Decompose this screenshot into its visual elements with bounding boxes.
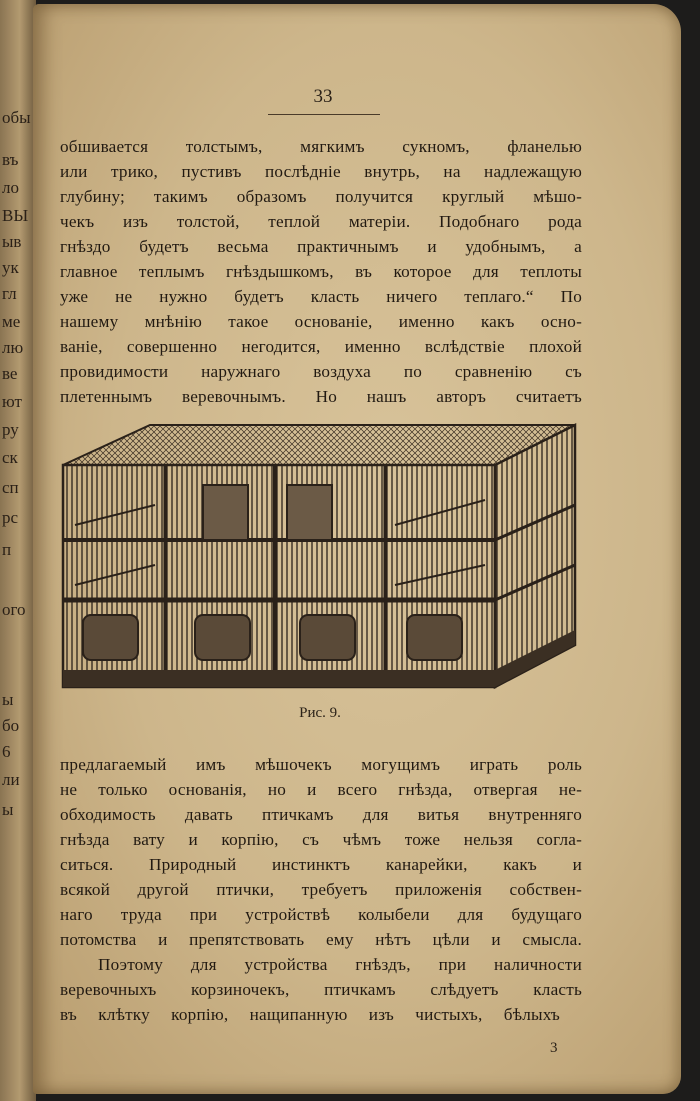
text-line: ваніе, совершенно негодится, именно вслѣдствіе плохой (60, 337, 582, 356)
left-page-fragment: ск (2, 448, 18, 467)
text-line: веревочныхъ корзиночекъ, птичкамъ слѣдуетъ класть (60, 980, 582, 999)
text-line: не только основанія, но и всего гнѣзда, отвергая не- (60, 780, 582, 799)
text-line: обшивается толстымъ, мягкимъ сукномъ, фланелью (60, 137, 582, 156)
text-line: гнѣзда вату и корпію, съ чѣмъ тоже нельзя согла- (60, 830, 582, 849)
left-page-fragment: ве (2, 364, 18, 383)
left-page-fragment: ого (2, 600, 26, 619)
left-page-fragment: лю (2, 338, 24, 357)
left-page-fragment: ру (2, 420, 19, 439)
text-line: чекъ изъ толстой, теплой матеріи. Подобнаго рода (60, 212, 582, 231)
left-page-fragment: п (2, 540, 12, 559)
left-page-fragment: сп (2, 478, 19, 497)
text-line: нашему мнѣнію такое основаніе, именно какъ осно- (60, 312, 582, 331)
text-line: гнѣздо будетъ весьма практичнымъ и удобнымъ, а (60, 237, 582, 256)
text-line: или трико, пустивъ послѣдніе внутрь, на надлежащую (60, 162, 582, 181)
left-page-fragment: ВЫ (2, 206, 29, 225)
text-line: наго труда при устройствѣ колыбели для будущаго (60, 905, 582, 924)
text-line: ситься. Природный инстинктъ канарейки, какъ и (60, 855, 582, 874)
text-line-indented: Поэтому для устройства гнѣздъ, при наличности (98, 955, 582, 974)
left-page-fragment: рс (2, 508, 19, 527)
text-line: главное теплымъ гнѣздышкомъ, въ которое для теплоты (60, 262, 582, 281)
left-page-fragment: ук (2, 258, 19, 277)
left-page-fragment: ы (2, 800, 14, 819)
breeding-cage-illustration (55, 405, 585, 693)
left-page-fragment: ют (2, 392, 22, 411)
left-page-fragment: гл (2, 284, 17, 303)
header-rule (268, 114, 380, 115)
signature-mark: 3 (550, 1040, 558, 1056)
figure-caption: Рис. 9. (299, 705, 341, 721)
text-line: плетеннымъ веревочнымъ. Но нашъ авторъ считаетъ (60, 387, 582, 406)
page-number: 33 (313, 86, 333, 107)
left-page-edge (0, 0, 36, 1101)
text-line: глубину; такимъ образомъ получится круглый мѣшо- (60, 187, 582, 206)
text-line: предлагаемый имъ мѣшочекъ могущимъ играть роль (60, 755, 582, 774)
left-page-fragment: ы (2, 690, 14, 709)
left-page-fragment: бо (2, 716, 20, 735)
text-line: провидимости наружнаго воздуха по сравненію съ (60, 362, 582, 381)
text-line: потомства и препятствовать ему нѣтъ цѣли и смысла. (60, 930, 582, 949)
left-page-fragment: ли (2, 770, 20, 789)
text-line: въ клѣтку корпію, нащипанную изъ чистыхъ, бѣлыхъ (60, 1005, 560, 1024)
text-line: всякой другой птички, требуетъ приложенія собствен- (60, 880, 582, 899)
left-page-fragment: ло (2, 178, 19, 197)
left-page-fragment: ме (2, 312, 21, 331)
left-page-fragment: 6 (2, 742, 11, 761)
text-line: уже не нужно будетъ класть ничего теплаго.“ По (60, 287, 582, 306)
left-page-fragment: въ (2, 150, 19, 169)
left-page-fragment: обы (2, 108, 31, 127)
left-page-fragment: ыв (2, 232, 22, 251)
text-line: обходимость давать птичкамъ для витья внутренняго (60, 805, 582, 824)
